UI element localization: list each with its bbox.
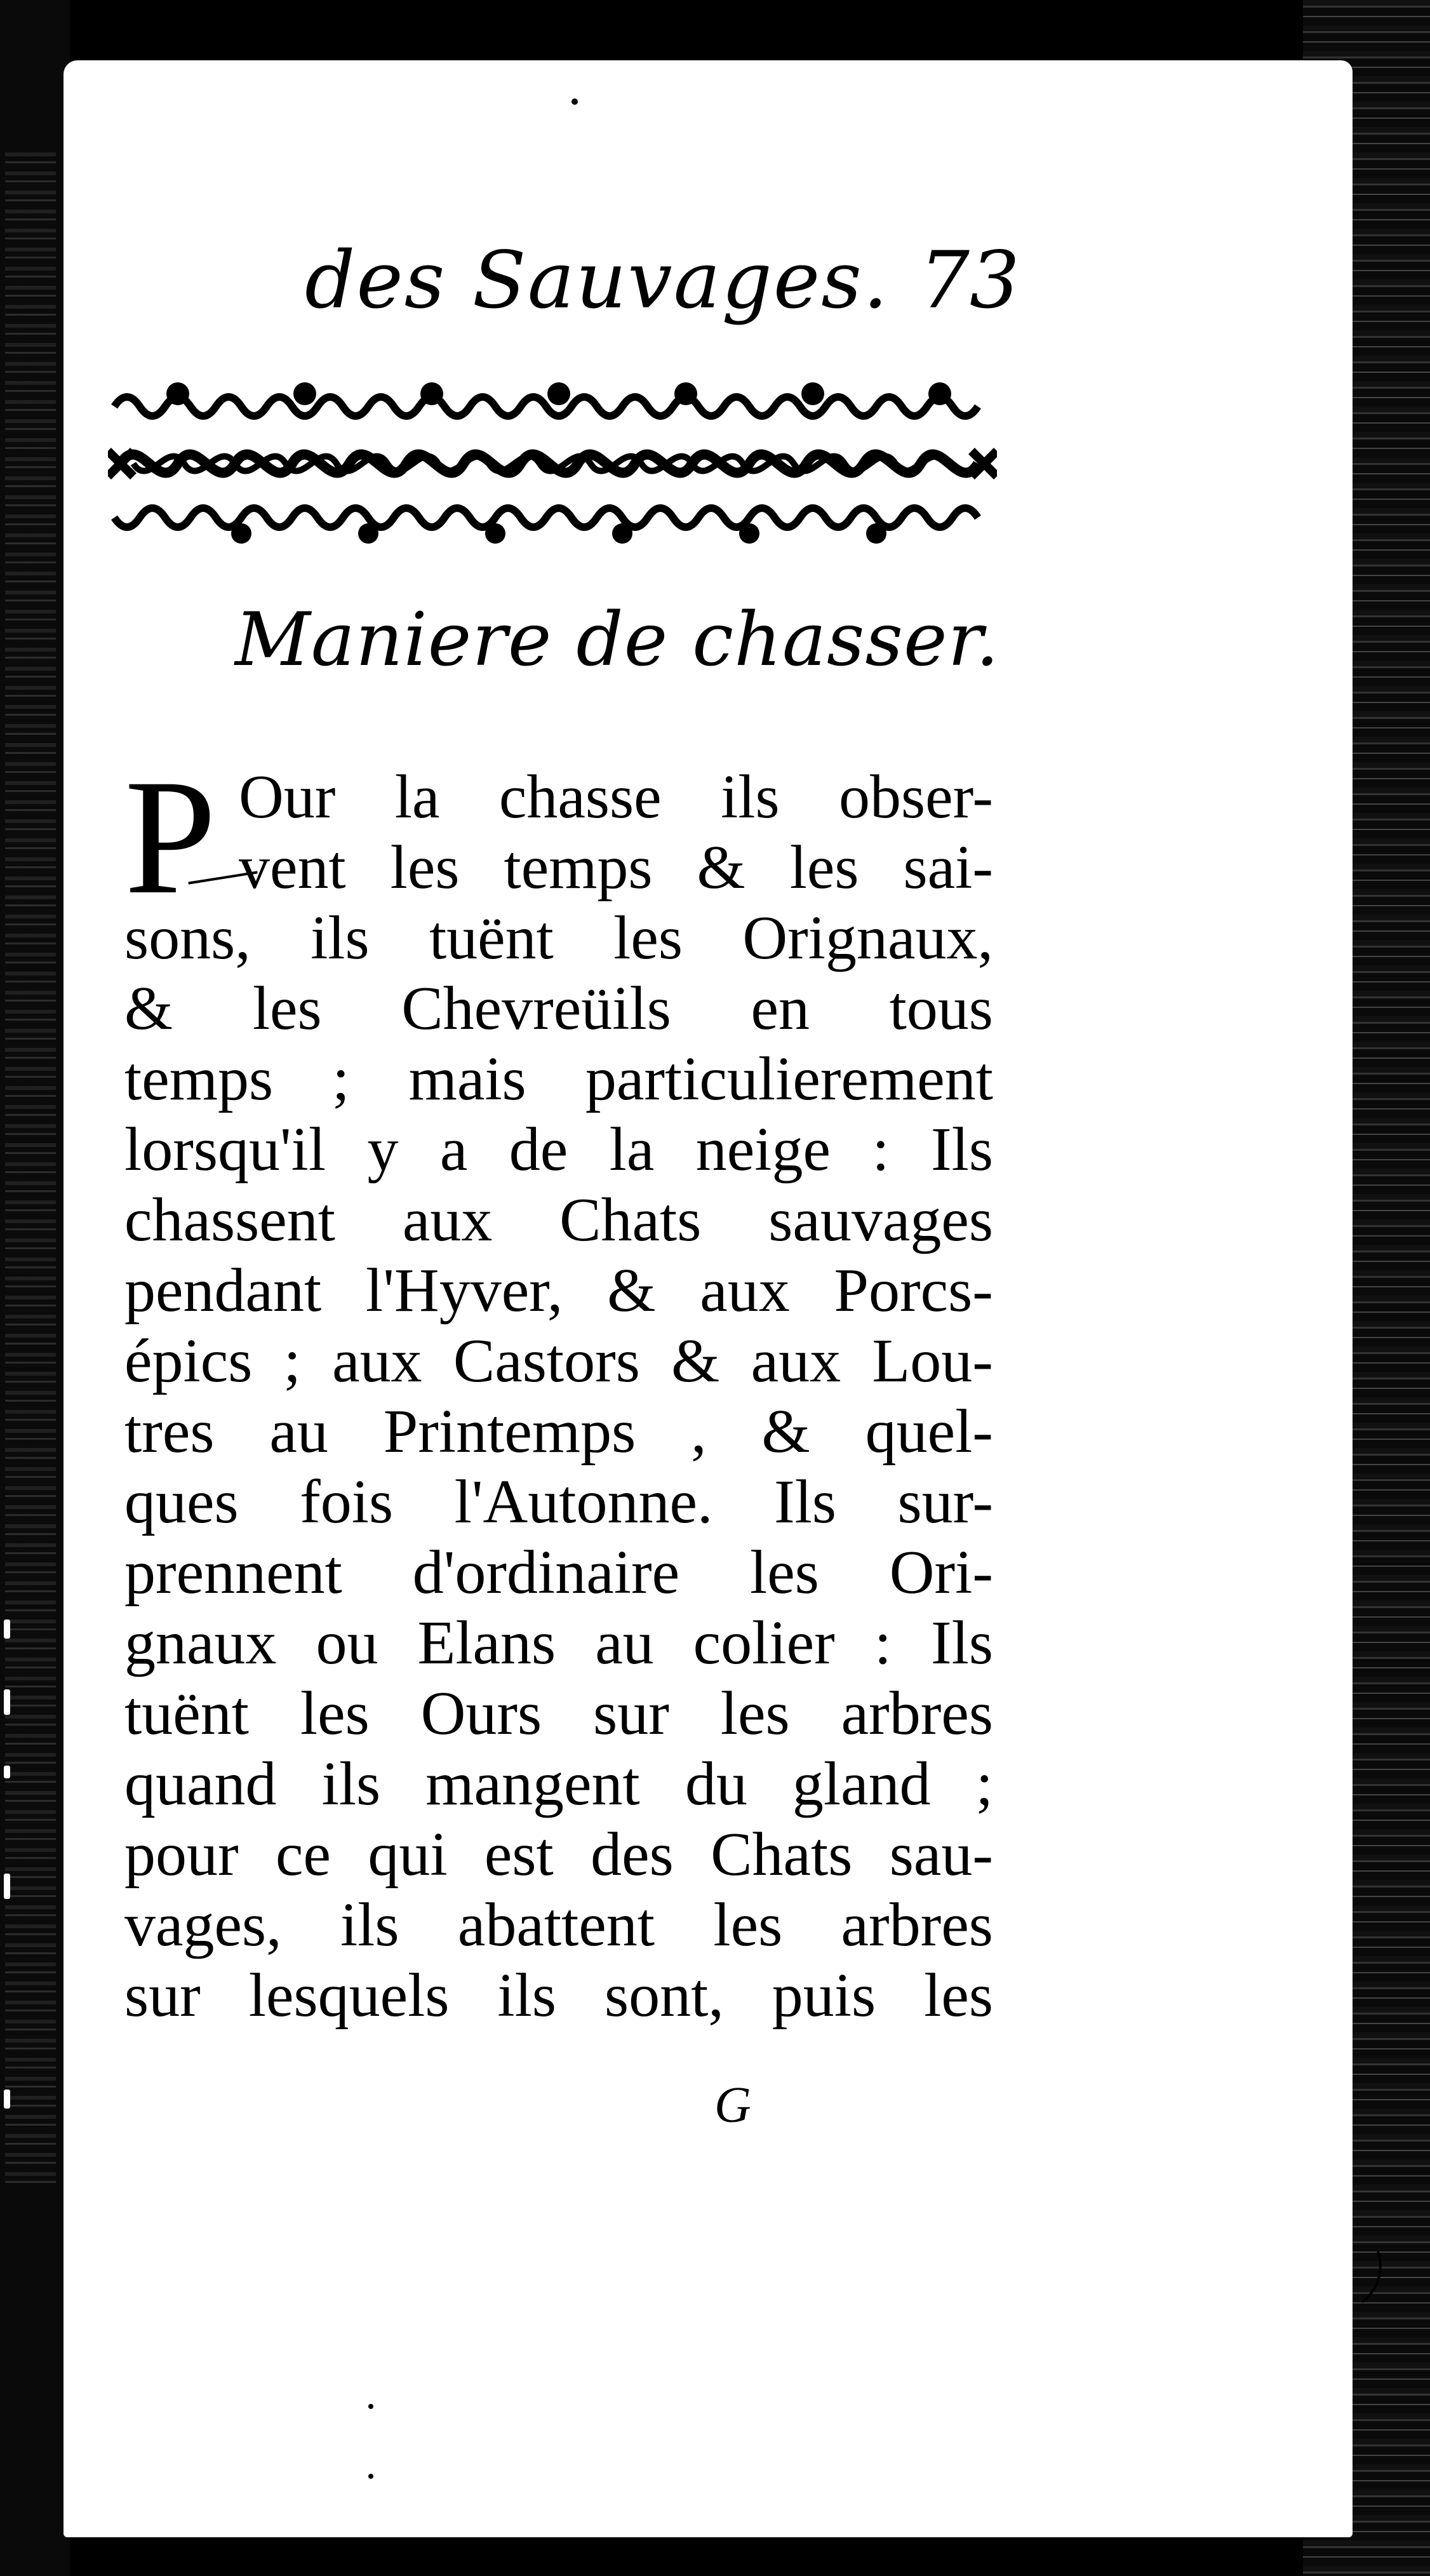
- left-mark: [4, 1766, 10, 1778]
- word: Chats: [559, 1186, 702, 1254]
- word: Porcs-: [834, 1256, 993, 1325]
- word: Orignaux,: [742, 904, 993, 972]
- word: sur: [124, 1961, 201, 2030]
- text-line: [124, 762, 993, 833]
- word: tuënt: [124, 1679, 249, 1748]
- word: Our: [239, 763, 336, 831]
- word: ;: [283, 1327, 301, 1395]
- word: y: [367, 1115, 399, 1184]
- signature-mark: G: [714, 2077, 751, 2133]
- word: d'ordinaire: [412, 1538, 680, 1607]
- text-line: [124, 974, 993, 1044]
- ink-speck: [571, 98, 578, 105]
- word: sau-: [889, 1820, 993, 1889]
- text-line: [124, 1467, 993, 1538]
- text-line: [124, 1608, 993, 1679]
- word: les: [720, 1679, 790, 1748]
- text-line: [124, 1044, 993, 1115]
- text-line: [124, 1326, 993, 1397]
- word: &: [607, 1256, 656, 1325]
- word: aux: [700, 1256, 790, 1325]
- word: du: [685, 1750, 747, 1818]
- text-line: [124, 1397, 993, 1467]
- word: temps: [124, 1045, 274, 1113]
- word: Ils: [930, 1115, 993, 1184]
- word: ce: [275, 1820, 331, 1889]
- word: épics: [124, 1327, 253, 1395]
- word: gnaux: [124, 1609, 277, 1677]
- word: ,: [691, 1397, 707, 1466]
- running-title: des Sauvages.: [305, 235, 890, 326]
- word: sur: [593, 1679, 669, 1748]
- word: tuënt: [429, 904, 554, 972]
- word: particulierement: [585, 1045, 993, 1113]
- word: colier: [693, 1609, 835, 1677]
- text-line: [124, 903, 993, 974]
- word: vages,: [124, 1891, 282, 1959]
- section-title: Maniere de chasser.: [235, 597, 1000, 683]
- text-line: [124, 1115, 993, 1185]
- word: sur-: [897, 1468, 993, 1536]
- word: chasse: [498, 763, 662, 831]
- word: ils: [721, 763, 780, 831]
- word: les: [789, 833, 859, 902]
- page-number: 73: [919, 235, 1020, 326]
- word: &: [697, 833, 745, 902]
- word: Castors: [453, 1327, 640, 1395]
- word: Ours: [420, 1679, 542, 1748]
- word: &: [761, 1397, 810, 1466]
- word: ils: [311, 904, 370, 972]
- text-line: [124, 1749, 993, 1820]
- word: Chats: [711, 1820, 853, 1889]
- word: ;: [332, 1045, 350, 1113]
- word: mais: [408, 1045, 526, 1113]
- word: a: [439, 1115, 468, 1184]
- page-curl-mark: [1359, 2248, 1384, 2305]
- word: arbres: [841, 1891, 993, 1959]
- word: Ils: [774, 1468, 837, 1536]
- word: sons,: [124, 904, 251, 972]
- word: ques: [124, 1468, 239, 1536]
- word: obser-: [839, 763, 993, 831]
- text-line: [124, 833, 993, 903]
- word: tres: [124, 1397, 215, 1466]
- word: au: [269, 1397, 328, 1466]
- left-margin-marks: [0, 1620, 19, 2128]
- left-mark: [4, 1874, 10, 1899]
- text-line: [124, 1820, 993, 1890]
- text-line: [124, 1538, 993, 1608]
- word: tous: [889, 974, 993, 1043]
- word: prennent: [124, 1538, 342, 1607]
- word: sauvages: [768, 1186, 993, 1254]
- word: ils: [340, 1891, 399, 1959]
- word: pour: [124, 1820, 239, 1889]
- word: de: [509, 1115, 568, 1184]
- word: les: [300, 1679, 370, 1748]
- word: sai-: [903, 833, 993, 902]
- word: Elans: [417, 1609, 556, 1677]
- left-mark: [4, 2090, 10, 2109]
- book-binding-edge: [0, 0, 70, 2576]
- left-mark: [4, 1620, 10, 1639]
- body-text: [124, 762, 993, 2031]
- word: Chevreüils: [401, 974, 671, 1043]
- ink-speck: [368, 2474, 373, 2479]
- word: les: [613, 904, 683, 972]
- word: en: [751, 974, 810, 1043]
- word: qui: [368, 1820, 448, 1889]
- word: les: [390, 833, 460, 902]
- word: les: [749, 1538, 819, 1607]
- word: les: [924, 1961, 993, 2030]
- word: est: [484, 1820, 554, 1889]
- word: la: [394, 763, 440, 831]
- word: fois: [300, 1468, 394, 1536]
- word: ou: [316, 1609, 378, 1677]
- text-line: [124, 1961, 993, 2031]
- word: gland: [792, 1750, 931, 1818]
- word: Printemps: [383, 1397, 636, 1466]
- word: chassent: [124, 1186, 335, 1254]
- word: les: [252, 974, 322, 1043]
- word: &: [671, 1327, 720, 1395]
- left-mark: [4, 1689, 10, 1715]
- word: :: [874, 1609, 892, 1677]
- word: l'Hyver,: [366, 1256, 563, 1325]
- word: au: [595, 1609, 654, 1677]
- word: lesquels: [248, 1961, 450, 2030]
- word: temps: [504, 833, 653, 902]
- word: Ils: [930, 1609, 993, 1677]
- word: des: [591, 1820, 674, 1889]
- word: ils: [497, 1961, 557, 2030]
- word: mangent: [425, 1750, 640, 1818]
- word: lorsqu'il: [124, 1115, 326, 1184]
- text-line: [124, 1679, 993, 1749]
- ink-speck: [368, 2404, 373, 2409]
- word: Ori-: [889, 1538, 993, 1607]
- word: &: [124, 974, 173, 1043]
- text-line: [124, 1185, 993, 1256]
- word: aux: [332, 1327, 422, 1395]
- text-line: [124, 1256, 993, 1326]
- word: vent: [239, 833, 346, 902]
- drop-cap: P: [124, 746, 217, 929]
- word: abattent: [457, 1891, 655, 1959]
- word: la: [609, 1115, 655, 1184]
- decorative-ornament-band: [108, 375, 997, 546]
- word: ;: [975, 1750, 993, 1818]
- word: ils: [321, 1750, 381, 1818]
- word: arbres: [841, 1679, 993, 1748]
- word: puis: [772, 1961, 876, 2030]
- word: neige: [695, 1115, 831, 1184]
- text-line: [124, 1890, 993, 1961]
- word: sont,: [604, 1961, 724, 2030]
- word: les: [713, 1891, 783, 1959]
- word: pendant: [124, 1256, 322, 1325]
- word: :: [872, 1115, 890, 1184]
- word: aux: [751, 1327, 841, 1395]
- word: l'Autonne.: [454, 1468, 713, 1536]
- word: quand: [124, 1750, 277, 1818]
- word: quel-: [865, 1397, 993, 1466]
- word: Lou-: [872, 1327, 993, 1395]
- word: aux: [402, 1186, 493, 1254]
